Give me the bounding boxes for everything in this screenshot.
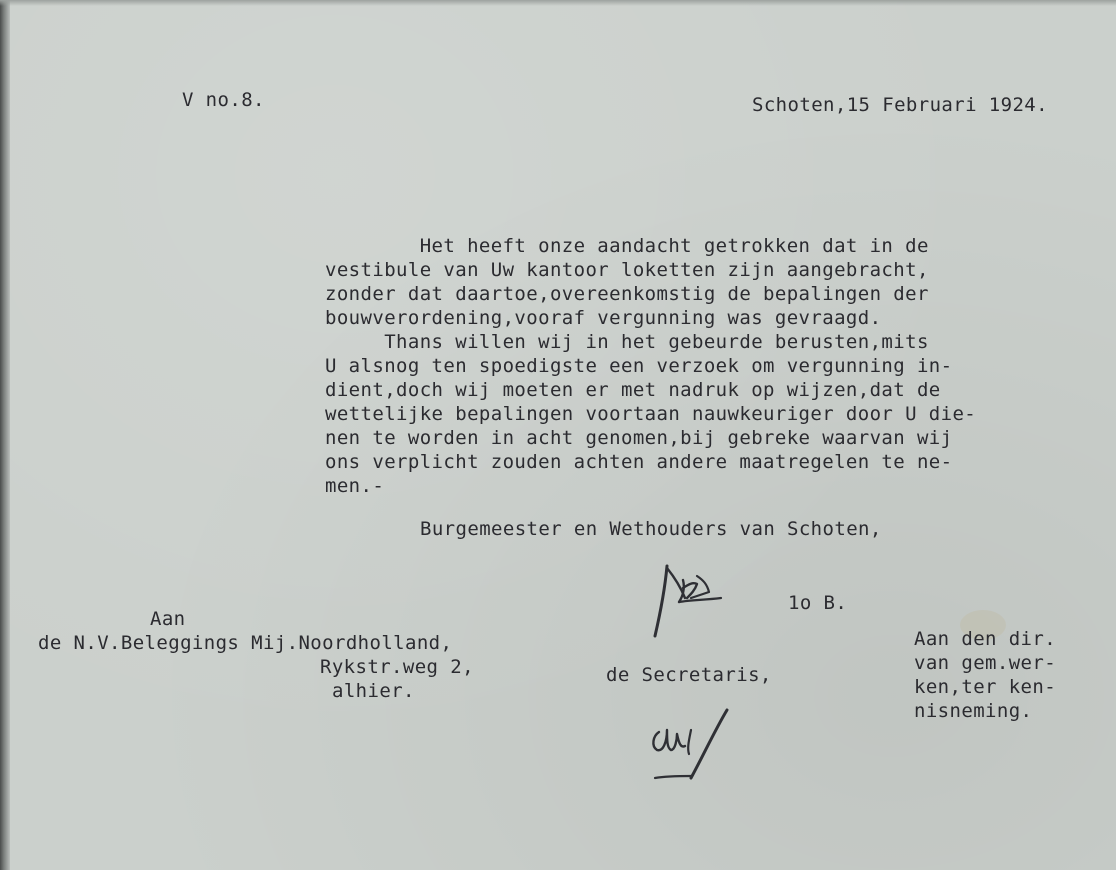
- addressee-city: alhier.: [332, 680, 415, 702]
- addressee-to: Aan: [150, 608, 186, 630]
- secretary-signature-icon: [645, 700, 740, 790]
- cc-line: nisneming.: [914, 700, 1033, 722]
- burgomaster-signature-icon: [645, 558, 735, 640]
- closing-line: Burgemeester en Wethouders van Schoten,: [420, 518, 882, 540]
- addressee-block: [38, 607, 474, 703]
- body-line: Het heeft onze aandacht getrokken dat in de: [325, 235, 929, 257]
- cc-note: [914, 627, 1056, 723]
- body-line: wettelijke bepalingen voortaan nauwkeuriger door U die-: [325, 403, 977, 425]
- body-line: bouwverordening,vooraf vergunning was gevraagd.: [325, 307, 882, 329]
- page-left-edge: [0, 0, 10, 870]
- body-line: zonder dat daartoe,overeenkomstig de bepalingen der: [325, 283, 929, 305]
- place-and-date: Schoten,15 Februari 1924.: [752, 94, 1048, 116]
- body-line: vestibule van Uw kantoor loketten zijn aangebracht,: [325, 259, 929, 281]
- body-line: U alsnog ten spoedigste een verzoek om vergunning in-: [325, 355, 953, 377]
- cc-line: Aan den dir.: [914, 628, 1057, 650]
- reference-number: V no.8.: [182, 89, 265, 111]
- body-line: ons verplicht zouden achten andere maatregelen te ne-: [325, 451, 953, 473]
- letter-body: [325, 234, 976, 498]
- body-line: Thans willen wij in het gebeurde berusten,mits: [325, 331, 929, 353]
- cc-line: van gem.wer-: [914, 652, 1057, 674]
- signatory-title-1: 1o B.: [788, 592, 848, 614]
- signatory-title-2: de Secretaris,: [606, 664, 772, 686]
- addressee-name: de N.V.Beleggings Mij.Noordholland,: [38, 632, 453, 654]
- body-line: dient,doch wij moeten er met nadruk op wijzen,dat de: [325, 379, 941, 401]
- cc-line: ken,ter ken-: [914, 676, 1057, 698]
- addressee-street: Rykstr.weg 2,: [320, 656, 474, 678]
- page-top-edge: [0, 0, 1116, 6]
- body-line: men.-: [325, 475, 385, 497]
- body-line: nen te worden in acht genomen,bij gebreke waarvan wij: [325, 427, 953, 449]
